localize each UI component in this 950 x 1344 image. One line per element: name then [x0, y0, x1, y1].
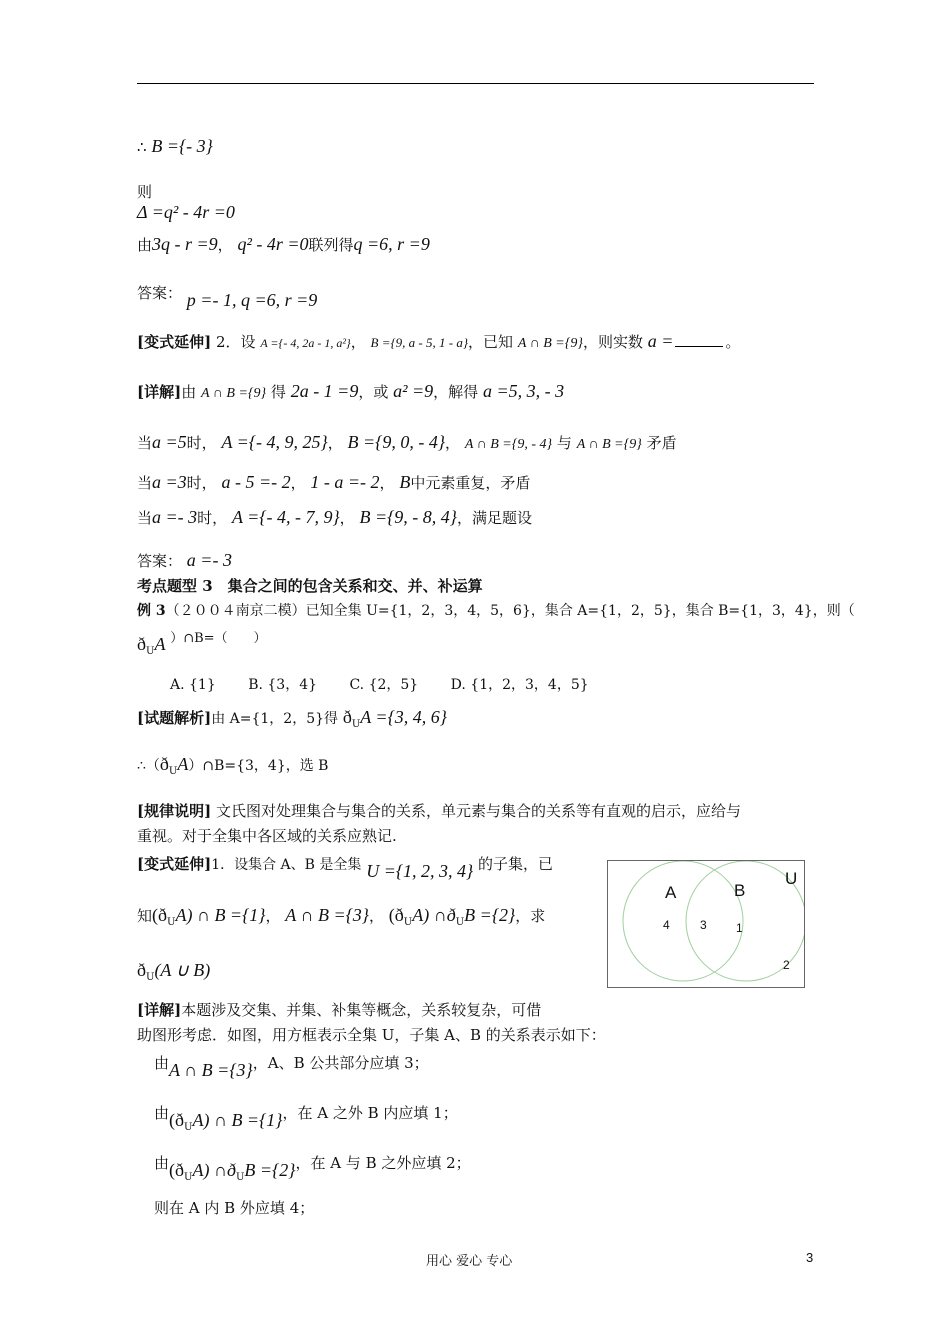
line-variant-2 — [137, 331, 740, 354]
math-expr: a - 5 =- 2 — [221, 472, 291, 492]
section-title-text: 考点题型 3 集合之间的包含关系和交、并、补运算 — [137, 577, 483, 595]
text: （２００４南京二模）已知全集 U={1，2，3，4，5，6}，集合 A={1，2，5}，集合 B={1，3，4}，则（ — [165, 603, 855, 619]
venn-label-a: A — [665, 883, 677, 902]
text: 知 — [137, 907, 153, 925]
section-tag: [试题解析] — [137, 709, 212, 727]
line-given — [137, 905, 545, 933]
option-c: C. {2，5} — [349, 677, 419, 693]
complement-symbol: ð — [137, 960, 146, 980]
footer-slogan: 用心 爱心 专心 — [426, 1254, 513, 1269]
text: 联列得 — [308, 236, 354, 254]
subscript: U — [146, 646, 155, 657]
text: 与 — [556, 434, 572, 452]
line-example-3 — [137, 601, 855, 621]
subscript: U — [403, 917, 413, 928]
section-tag: [详解] — [137, 383, 182, 401]
math-expr: (A ∪ B) — [154, 960, 211, 980]
math-expr: A) ∩ B ={1} — [192, 1110, 283, 1130]
math-expr: a = — [647, 331, 674, 351]
section-tag: [规律说明] — [137, 802, 212, 820]
text: 的子集，已 — [478, 855, 554, 873]
subscript: U — [168, 766, 178, 777]
text: ， — [290, 474, 306, 492]
text: ， — [339, 509, 355, 527]
line-step-4 — [154, 1198, 314, 1218]
text: ， — [445, 434, 461, 452]
math-expr: q² - 4r =0 — [237, 234, 309, 254]
math-expr: a =3 — [152, 472, 187, 492]
math-expr: a =- 3 — [152, 507, 198, 527]
complement-symbol: ð — [342, 707, 352, 727]
math-expr: B ={2} — [464, 905, 516, 925]
math-expr: (ð — [152, 905, 168, 925]
venn-region-b-only: 1 — [736, 921, 743, 935]
answer-label: 答案： — [137, 552, 183, 570]
math-expr: 1 - a =- 2 — [310, 472, 380, 492]
subscript: U — [184, 1172, 193, 1183]
line-answer-2 — [137, 550, 232, 571]
math-expr: B ={9, - 8, 4} — [359, 507, 457, 527]
text: 由 A={1，2，5}得 — [211, 711, 339, 727]
line-variant-1 — [137, 853, 554, 881]
text: 则 — [137, 183, 153, 201]
line-step-2 — [154, 1152, 471, 1183]
math-expr: (ð — [388, 905, 404, 925]
text: ， — [379, 474, 395, 492]
complement-symbol: ð — [137, 634, 146, 654]
text: ， — [265, 907, 281, 925]
page-number: 3 — [806, 1250, 814, 1265]
text: 由 — [137, 236, 153, 254]
math-expr: A) ∩ð — [412, 905, 456, 925]
subscript: U — [167, 917, 176, 928]
text: ，在 A 之外 B 内应填 1； — [282, 1104, 458, 1122]
subscript: U — [455, 917, 465, 928]
math-expr: A — [177, 754, 189, 774]
math-expr: A ={- 4, 9, 25} — [221, 432, 328, 452]
math-expr: U ={1, 2, 3, 4} — [366, 861, 474, 881]
text: ）∩B={3，4}，选 B — [188, 758, 329, 774]
option-b: B. {3，4} — [248, 677, 318, 693]
text: ）∩B=（ ） — [170, 631, 267, 646]
venn-label-b: B — [734, 881, 746, 900]
math-expr: Δ =q² - 4r =0 — [137, 202, 235, 222]
text: ，解得 — [433, 383, 479, 401]
text: 时， — [197, 509, 228, 527]
subscript: U — [184, 1122, 193, 1133]
text: ，或 — [358, 383, 389, 401]
line-solve-qr — [137, 234, 430, 255]
line-step-1 — [154, 1102, 458, 1133]
math-expr: A) ∩ð — [192, 1160, 236, 1180]
section-title — [137, 576, 483, 596]
section-tag: [变式延伸] — [137, 855, 212, 873]
math-expr: A ∩ B ={3} — [285, 905, 369, 925]
text: 由 — [181, 383, 197, 401]
math-expr: A ∩ B ={9, - 4} — [464, 437, 553, 452]
subscript: U — [146, 972, 155, 983]
line-analysis — [137, 707, 447, 735]
text: 。 — [725, 333, 741, 351]
line-therefore-b — [137, 754, 328, 782]
text: 重视。对于全集中各区域的关系应熟记. — [137, 827, 397, 845]
math-expr: A ∩ B ={9} — [517, 336, 583, 351]
line-detail-2 — [137, 1000, 541, 1020]
math-expr: B ={- 3} — [151, 136, 213, 156]
math-expr: 2a - 1 =9 — [290, 381, 359, 401]
math-expr: a² =9 — [393, 381, 434, 401]
option-d: D. {1，2，3，4，5} — [450, 677, 589, 693]
therefore-symbol: ∴ — [137, 138, 147, 156]
line-case-3 — [137, 472, 530, 493]
line-rule-note-cont — [137, 826, 397, 846]
line-case-5 — [137, 432, 677, 455]
line-detail-2-cont — [137, 1025, 606, 1045]
circle-a — [623, 861, 746, 981]
line-answer-1 — [137, 282, 318, 310]
math-expr: (ð — [169, 1160, 185, 1180]
text: ， — [369, 907, 385, 925]
text: ，满足题设 — [457, 509, 533, 527]
math-expr: B — [399, 472, 411, 492]
text: 中元素重复，矛盾 — [410, 474, 531, 492]
text: 矛盾 — [646, 434, 677, 452]
text: 由 — [154, 1054, 170, 1072]
text: ，则实数 — [582, 333, 643, 351]
text: 由 — [154, 1104, 170, 1122]
math-expr: p =- 1, q =6, r =9 — [186, 290, 318, 310]
math-expr: A ∩ B ={3} — [169, 1060, 253, 1080]
line-discriminant — [137, 182, 235, 223]
line-case-neg3 — [137, 507, 532, 528]
math-expr: B ={9, 0, - 4} — [347, 432, 446, 452]
text: ， — [350, 333, 366, 351]
text: 1．设集合 A、B 是全集 — [211, 857, 362, 873]
math-expr: A ∩ B ={9} — [576, 437, 642, 452]
line-find — [137, 960, 210, 988]
text: ，在 A 与 B 之外应填 2； — [295, 1154, 471, 1172]
text: ，已知 — [468, 333, 514, 351]
math-expr: B ={9, a - 5, 1 - a} — [370, 335, 469, 350]
math-expr: q =6, r =9 — [353, 234, 430, 254]
answer-blank — [675, 346, 723, 347]
text: 当 — [137, 509, 153, 527]
math-expr: 3q - r =9 — [152, 234, 218, 254]
text: 则在 A 内 B 外应填 4； — [154, 1199, 315, 1217]
math-expr: B ={2} — [244, 1160, 296, 1180]
options-row — [170, 675, 589, 695]
complement-symbol: ð — [159, 754, 169, 774]
line-example-3-cont — [137, 631, 267, 662]
answer-label: 答案： — [137, 284, 183, 302]
math-expr: A ={- 4, 2a - 1, a²} — [260, 336, 351, 350]
math-expr: A ={- 4, - 7, 9} — [231, 507, 340, 527]
line-b-result — [137, 136, 213, 157]
math-expr: A — [154, 634, 166, 654]
text: ，A、B 公共部分应填 3； — [252, 1054, 429, 1072]
venn-region-outside: 2 — [783, 958, 790, 972]
example-tag: 例 3 — [137, 603, 166, 619]
text: 助图形考虑．如图，用方框表示全集 U，子集 A、B 的关系表示如下： — [137, 1026, 606, 1044]
text: ∴（ — [137, 758, 160, 774]
text: 本题涉及交集、并集、补集等概念，关系较复杂，可借 — [181, 1001, 542, 1019]
text: ，求 — [515, 907, 546, 925]
header-rule — [137, 83, 814, 84]
venn-diagram — [607, 860, 805, 988]
text: 当 — [137, 434, 153, 452]
venn-region-a-only: 4 — [663, 918, 670, 932]
subscript: U — [235, 1172, 245, 1183]
math-expr: A) ∩ B ={1} — [175, 905, 266, 925]
text: 得 — [270, 383, 286, 401]
text: 由 — [154, 1154, 170, 1172]
text: 文氏图对处理集合与集合的关系，单元素与集合的关系等有直观的启示，应给与 — [215, 802, 741, 820]
text: 2．设 — [215, 333, 256, 351]
subscript: U — [351, 719, 361, 730]
math-expr: (ð — [169, 1110, 185, 1130]
text: 时， — [186, 474, 217, 492]
math-expr: A ∩ B ={9} — [201, 386, 267, 401]
venn-label-u: U — [785, 869, 798, 888]
option-a: A. {1} — [170, 677, 216, 693]
section-tag: [变式延伸] — [137, 333, 212, 351]
math-expr: a =5, 3, - 3 — [482, 381, 565, 401]
math-expr: a =- 3 — [186, 550, 232, 570]
text: ， — [327, 434, 343, 452]
math-expr: A ={3, 4, 6} — [360, 707, 447, 727]
venn-region-intersection: 3 — [700, 918, 707, 932]
line-detail-1 — [137, 381, 564, 404]
line-step-3 — [154, 1052, 429, 1080]
text: 时， — [186, 434, 217, 452]
text: 当 — [137, 474, 153, 492]
line-rule-note — [137, 801, 741, 821]
text: ， — [217, 236, 233, 254]
math-expr: a =5 — [152, 432, 187, 452]
section-tag: [详解] — [137, 1001, 182, 1019]
